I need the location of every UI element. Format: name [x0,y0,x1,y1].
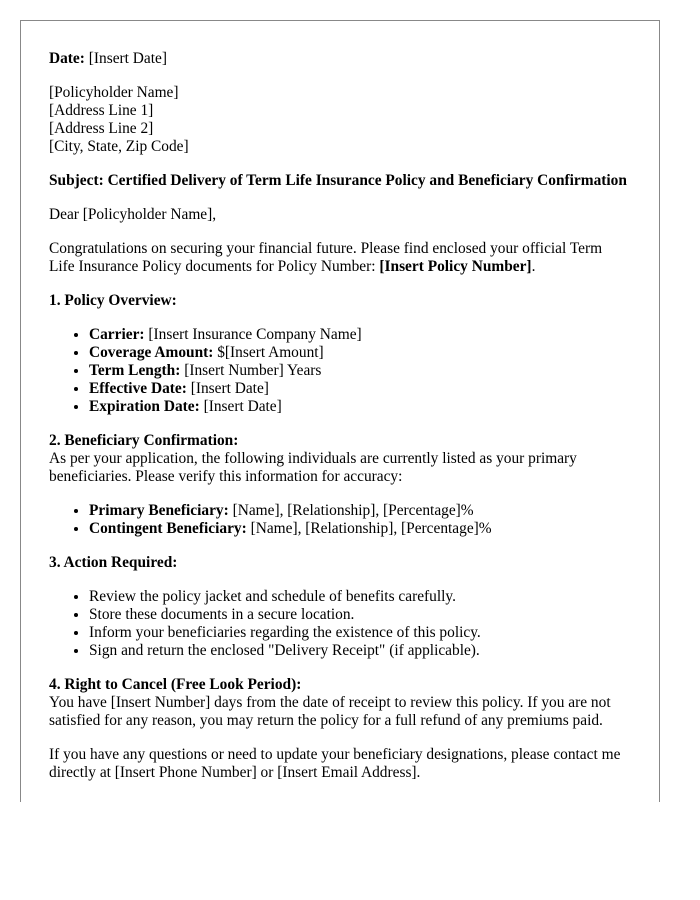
section3-heading [49,554,631,572]
section3-heading-text: 3. Action Required: [49,554,178,571]
date-line [49,50,631,68]
salutation: Dear [Policyholder Name], [49,206,217,223]
recipient-address [49,84,631,156]
address-line: [Address Line 1] [49,102,154,119]
letter-page [20,20,660,802]
section2-heading: 2. Beneficiary Confirmation: [49,432,239,449]
action-required-list [49,588,631,660]
item-label: Term Length: [89,362,181,379]
list-item [89,362,631,380]
address-line: [Address Line 2] [49,120,154,137]
address-line: [City, State, Zip Code] [49,138,189,155]
section1-heading [49,292,631,310]
item-label: Primary Beneficiary: [89,502,229,519]
section4-heading: 4. Right to Cancel (Free Look Period): [49,676,302,693]
subject-line [49,172,631,190]
intro-policy-number: [Insert Policy Number] [379,258,532,275]
date-label: Date: [49,50,85,67]
list-item [89,502,631,520]
list-item [89,520,631,538]
beneficiary-list [49,502,631,538]
section4-text: You have [Insert Number] days from the date of receipt to review this policy. If you are not satisfied for any reason, you may return the policy for a full refund of any premiums paid. [49,694,611,729]
closing-paragraph: If you have any questions or need to update your beneficiary designations, please contact me directly at [Insert Phone Number] or [Insert Email Address]. [49,746,621,781]
list-item [89,398,631,416]
list-item [89,344,631,362]
section1-heading-text: 1. Policy Overview: [49,292,177,309]
section2 [49,432,631,486]
item-label: Coverage Amount: [89,344,214,361]
intro-paragraph [49,240,631,276]
section4 [49,676,631,730]
address-line: [Policyholder Name] [49,84,179,101]
item-value: [Insert Insurance Company Name] [144,326,362,343]
intro-text: Congratulations on securing your financial future. Please find enclosed your official Term Life Insurance Policy documents for Policy Number: [49,240,603,275]
item-label: Carrier: [89,326,145,343]
list-item: • Inform your beneficiaries regarding the existence of this policy. [89,624,631,642]
list-item: • Review the policy jacket and schedule of benefits carefully. [89,588,631,606]
item-value: [Insert Number] Years [180,362,322,379]
subject-text: Subject: Certified Delivery of Term Life Insurance Policy and Beneficiary Confirmation [49,172,627,189]
list-item [89,380,631,398]
item-value: $[Insert Amount] [213,344,324,361]
item-value: [Insert Date] [186,380,269,397]
item-label: Contingent Beneficiary: [89,520,247,537]
list-item: • Sign and return the enclosed "Delivery Receipt" (if applicable). [89,642,631,660]
intro-end: . [531,258,536,275]
policy-overview-list [49,326,631,416]
item-label: Expiration Date: [89,398,200,415]
section2-text: As per your application, the following individuals are currently listed as your primary beneficiaries. Please verify this information for accuracy: [49,450,577,485]
item-value: [Insert Date] [199,398,282,415]
date-value: [Insert Date] [84,50,167,67]
item-label: Effective Date: [89,380,187,397]
item-value: [Name], [Relationship], [Percentage]% [246,520,492,537]
item-value: [Name], [Relationship], [Percentage]% [228,502,474,519]
list-item: • Store these documents in a secure location. [89,606,631,624]
list-item [89,326,631,344]
